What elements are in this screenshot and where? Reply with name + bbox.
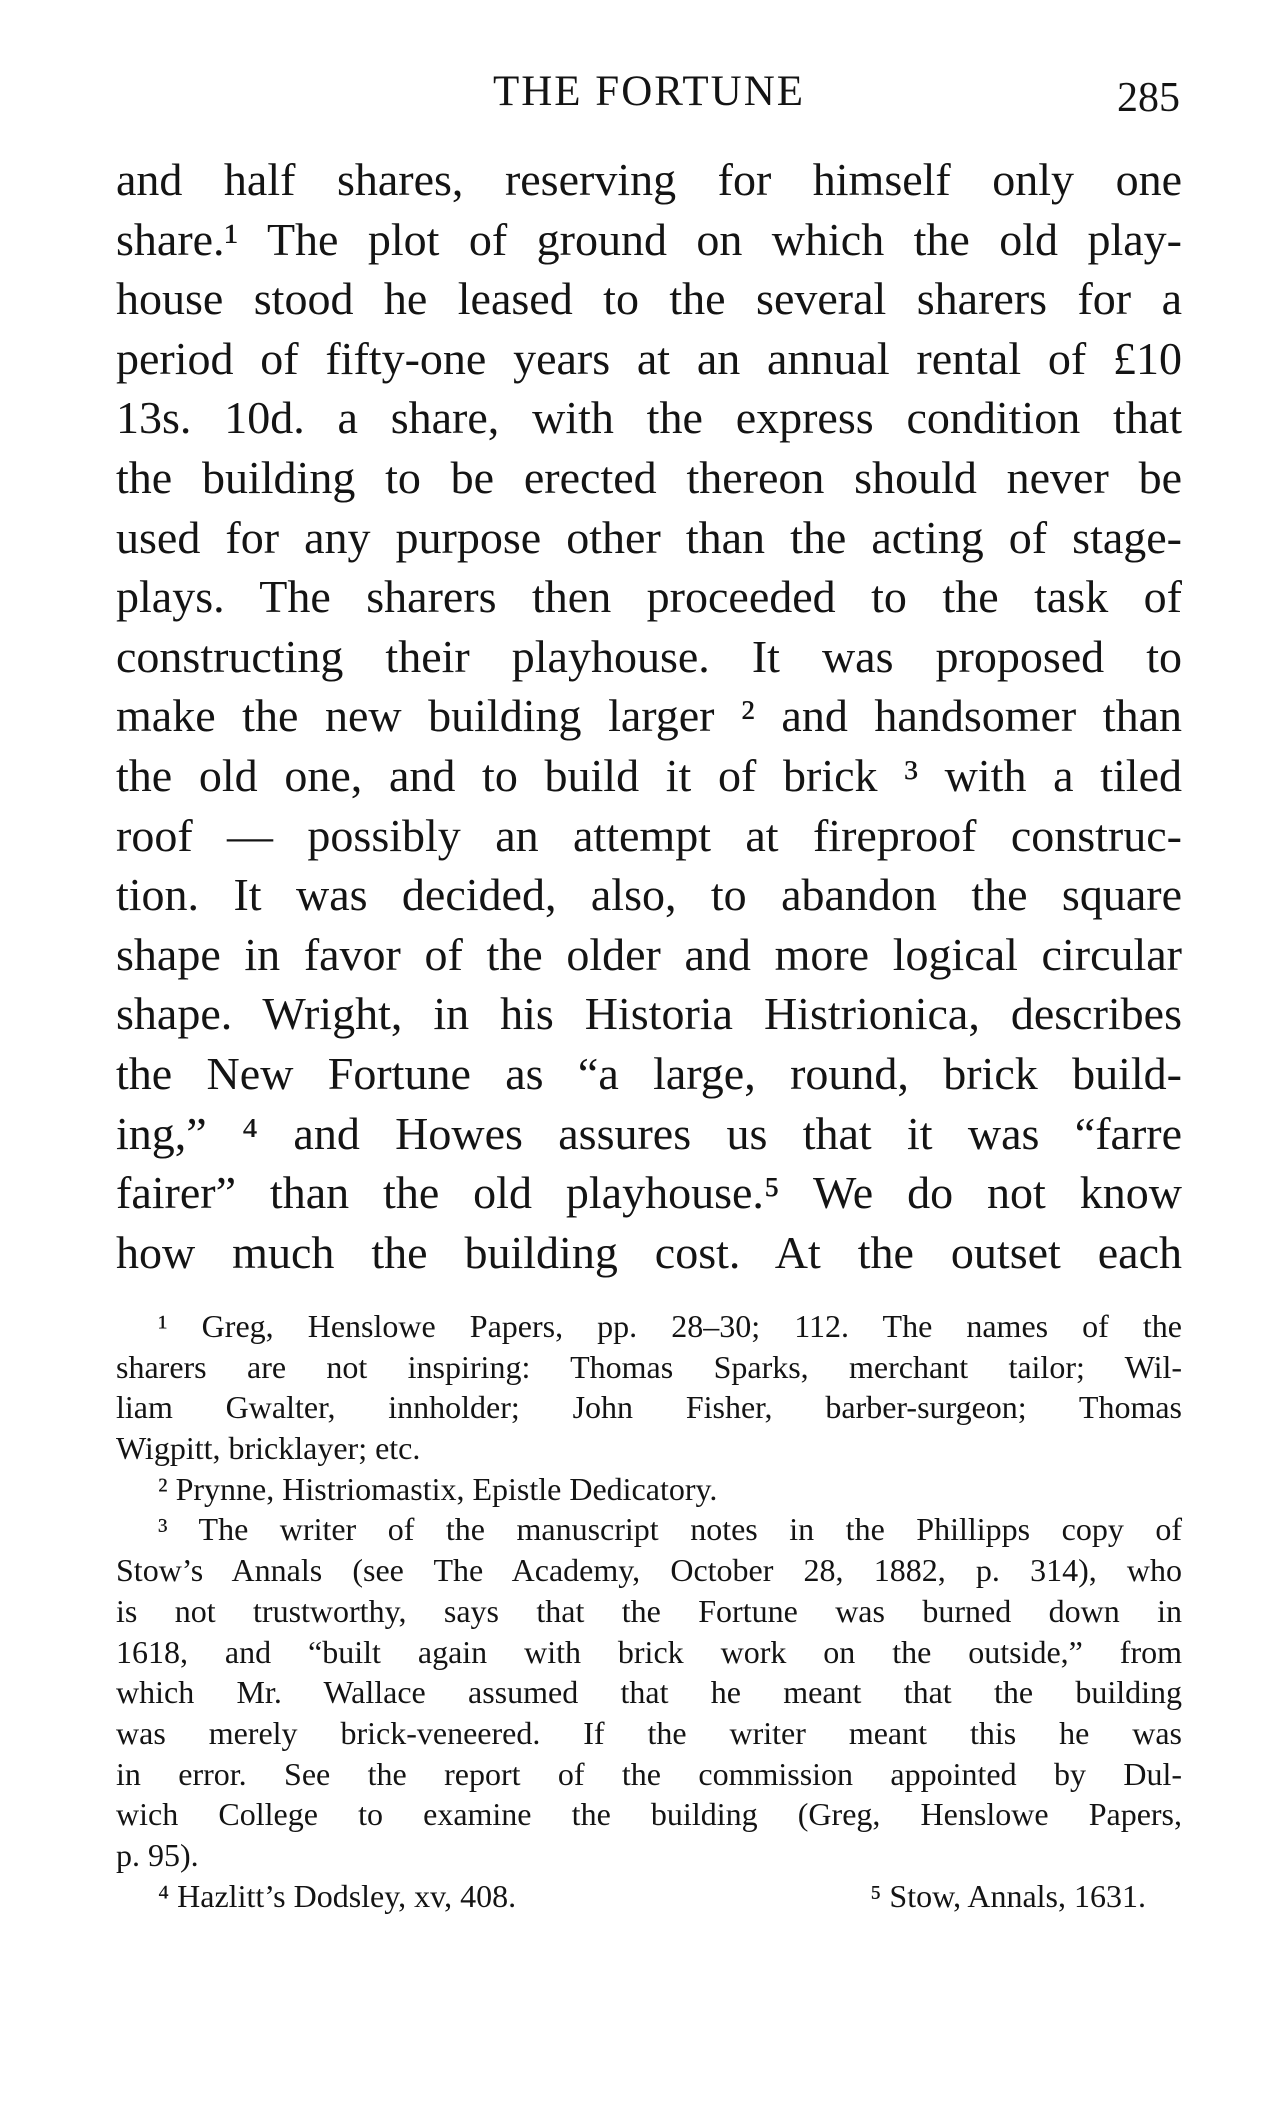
footnote-line: p. 95). (116, 1836, 199, 1873)
body-line: fairer” than the old playhouse.⁵ We do not know (116, 1167, 1182, 1219)
footnote-line: ¹ Greg, Henslowe Papers, pp. 28–30; 112. The names of the (158, 1308, 1182, 1344)
footnote-line: liam Gwalter, innholder; John Fisher, barber-surgeon; Thomas (116, 1389, 1182, 1426)
footnote-4: ⁴ Hazlitt’s Dodsley, xv, 408. (158, 1877, 517, 1914)
body-line: roof — possibly an attempt at fireproof construc- (116, 809, 1182, 861)
body-line: tion. It was decided, also, to abandon the square (116, 869, 1182, 921)
body-line: plays. The sharers then proceeded to the task of (116, 571, 1182, 623)
footnote-line: in error. See the report of the commission appointed by Dul- (116, 1755, 1182, 1792)
footnote-line-split (116, 1876, 1182, 1917)
body-line: the old one, and to build it of brick ³ with a tiled (116, 749, 1182, 801)
body-line: share.¹ The plot of ground on which the old play- (116, 213, 1182, 265)
page-number: 285 (1117, 75, 1180, 121)
body-line: make the new building larger ² and handsomer than (116, 690, 1182, 742)
footnote-line: ³ The writer of the manuscript notes in the Phillipps copy of (158, 1511, 1182, 1548)
body-line: ing,” ⁴ and Howes assures us that it was “farre (116, 1107, 1182, 1159)
footnote-line: Stow’s Annals (see The Academy, October 28, 1882, p. 314), who (116, 1552, 1182, 1589)
body-line: the New Fortune as “a large, round, brick build- (116, 1047, 1182, 1099)
body-text (116, 150, 1182, 1282)
body-line: the building to be erected thereon should never be (116, 451, 1182, 503)
footnote-5: ⁵ Stow, Annals, 1631. (870, 1877, 1146, 1914)
body-line: house stood he leased to the several sharers for a (116, 273, 1182, 325)
body-line: constructing their playhouse. It was proposed to (116, 630, 1182, 682)
running-head (118, 62, 1180, 122)
body-line: and half shares, reserving for himself only one (116, 154, 1182, 205)
footnote-line: sharers are not inspiring: Thomas Sparks, merchant tailor; Wil- (116, 1348, 1182, 1385)
body-line: period of fifty-one years at an annual rental of £10 (116, 332, 1182, 384)
body-line: how much the building cost. At the outset each (116, 1226, 1182, 1278)
footnote-line: was merely brick-veneered. If the writer meant this he was (116, 1714, 1182, 1751)
footnotes (116, 1306, 1182, 1916)
footnote-line: 1618, and “built again with brick work on the outside,” from (116, 1633, 1182, 1670)
body-line: shape in favor of the older and more logical circular (116, 928, 1182, 980)
footnote-line: wich College to examine the building (Greg, Henslowe Papers, (116, 1796, 1182, 1833)
body-line: used for any purpose other than the acting of stage- (116, 511, 1182, 563)
footnote-line: Wigpitt, bricklayer; etc. (116, 1430, 421, 1467)
body-line: 13s. 10d. a share, with the express condition that (116, 392, 1182, 444)
running-title: THE FORTUNE (492, 68, 806, 115)
footnote-line: which Mr. Wallace assumed that he meant that the building (116, 1674, 1182, 1711)
footnote-line: is not trustworthy, says that the Fortune was burned down in (116, 1592, 1182, 1629)
body-line: shape. Wright, in his Historia Histrionica, describes (116, 988, 1182, 1040)
footnote-line: ² Prynne, Histriomastix, Epistle Dedicatory. (158, 1470, 718, 1507)
